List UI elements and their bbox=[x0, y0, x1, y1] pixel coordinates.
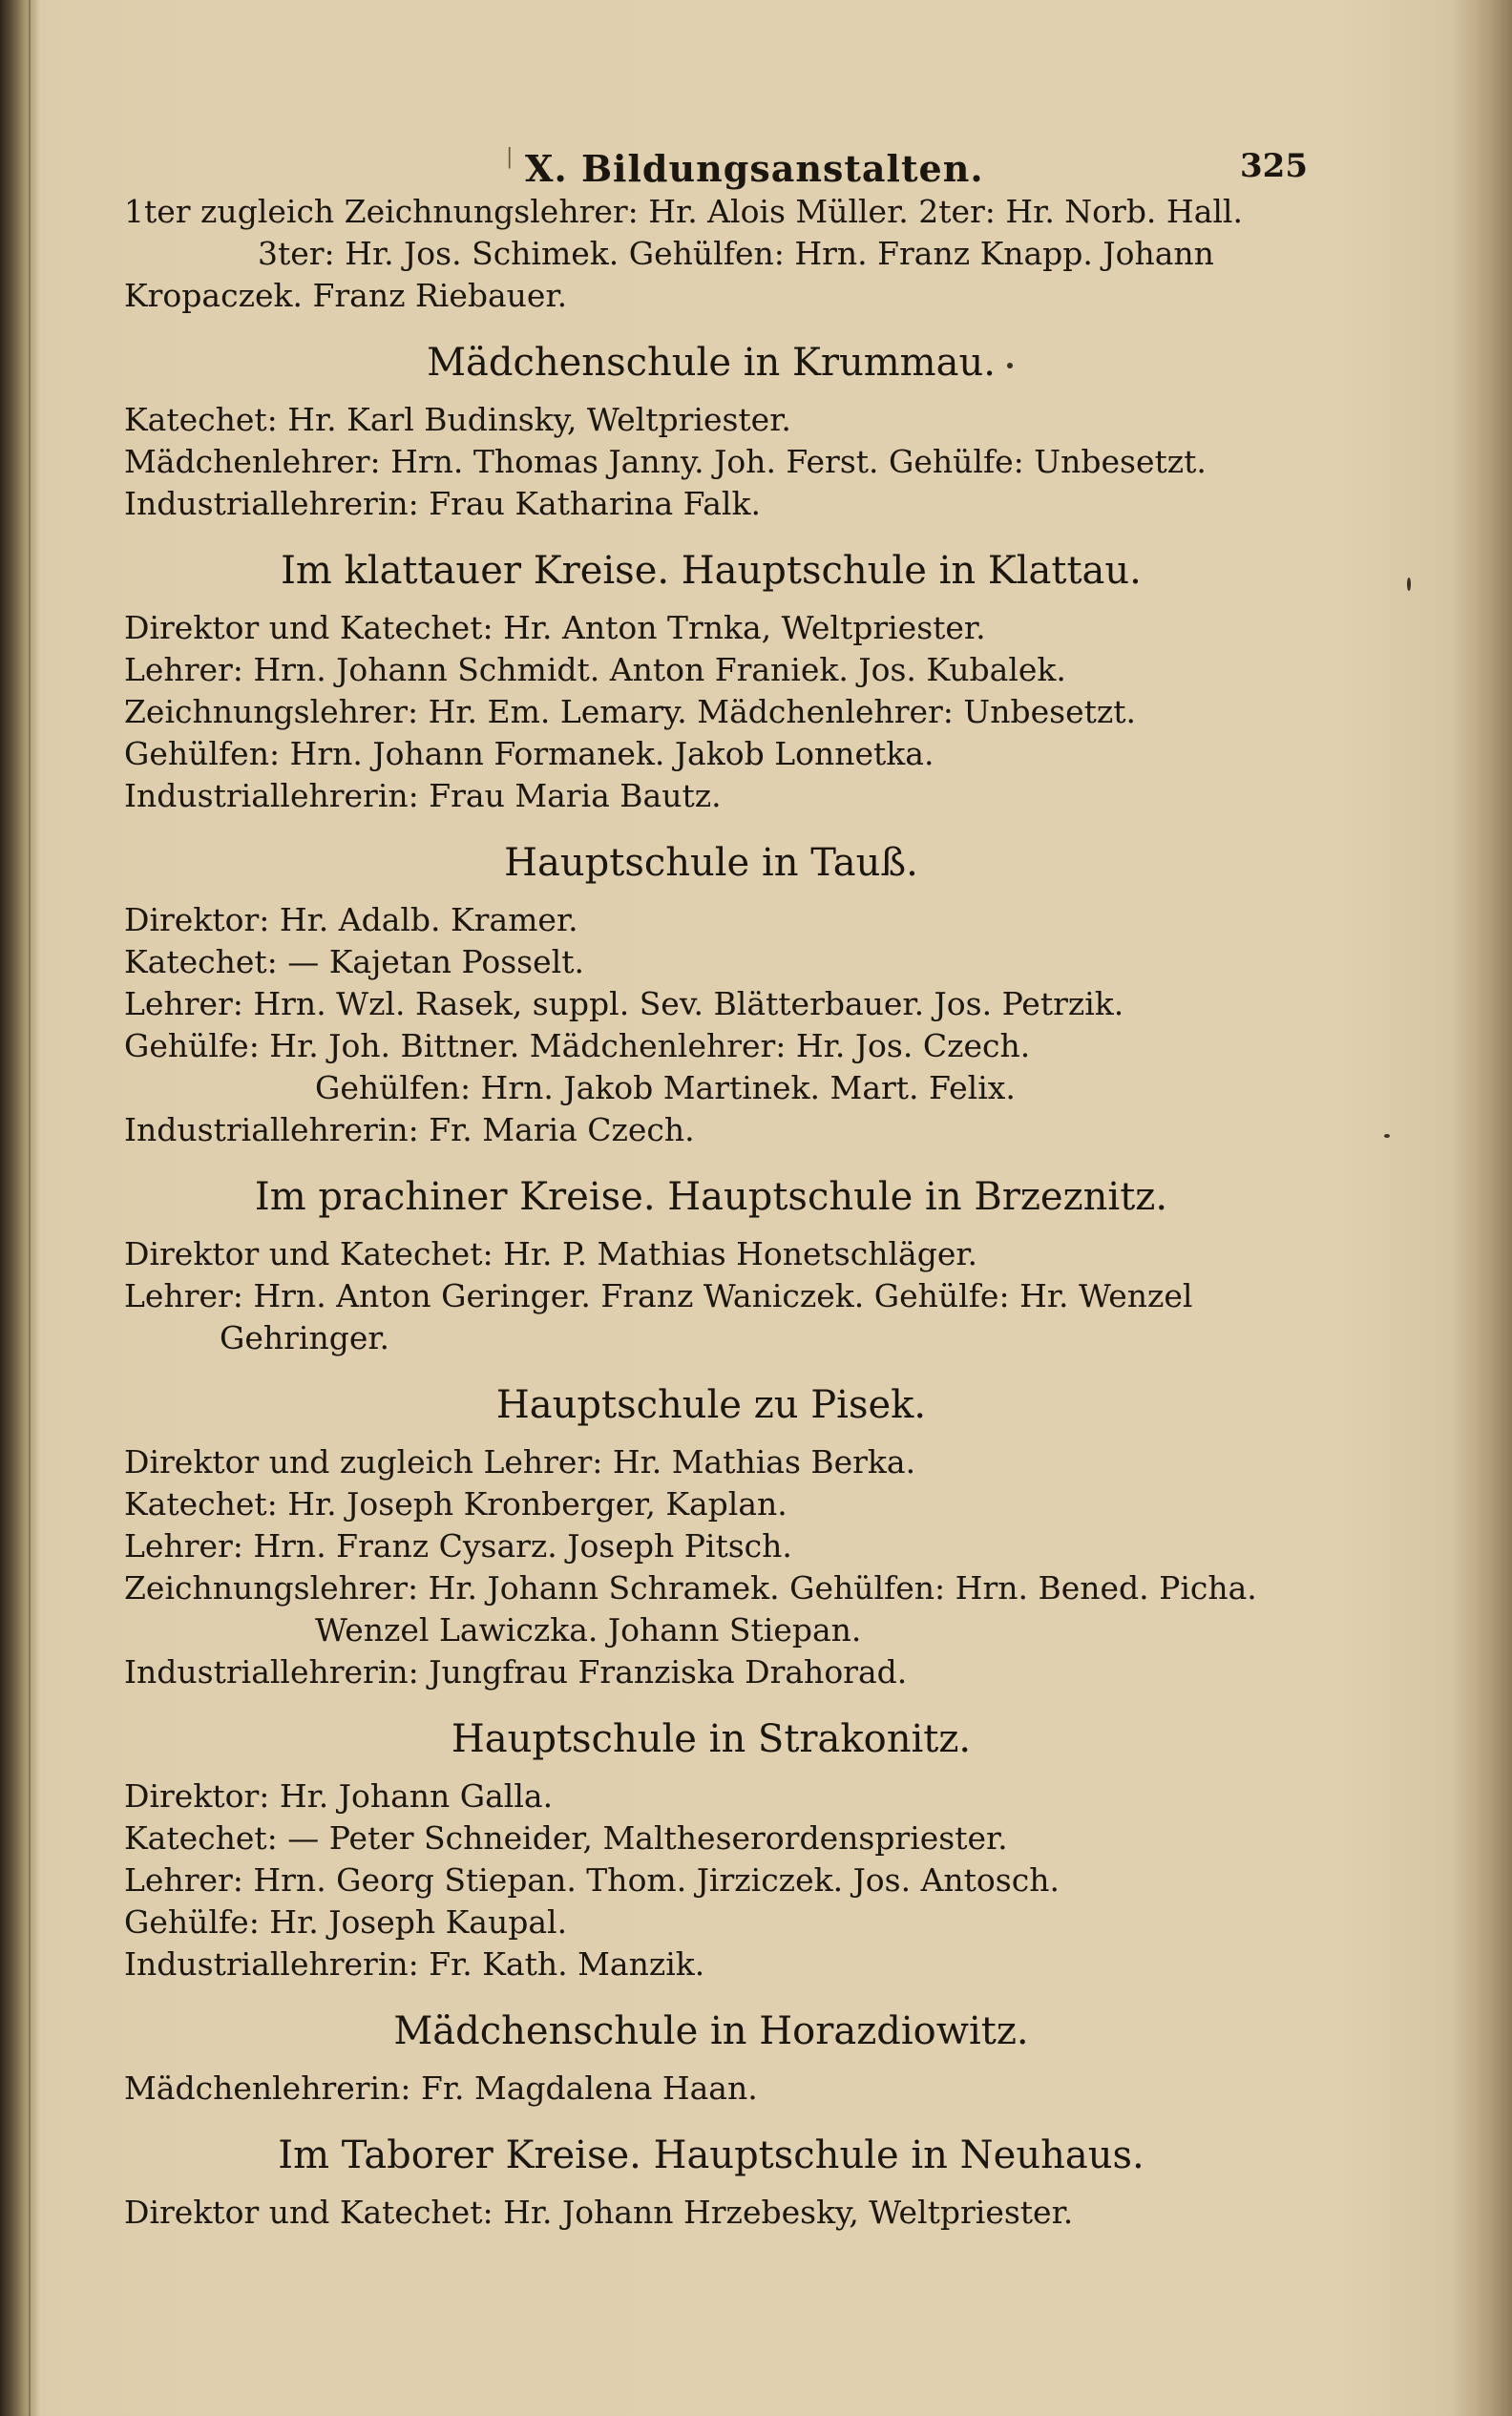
section-heading: Hauptschule in Strakonitz. bbox=[451, 1717, 972, 1761]
text-line: Direktor: Hr. Adalb. Kramer. bbox=[124, 901, 578, 938]
text-line: Mädchenlehrer: Hrn. Thomas Janny. Joh. Ferst. Gehülfe: Unbesetzt. bbox=[124, 443, 1207, 480]
section-heading: Im Taborer Kreise. Hauptschule in Neuhaus. bbox=[278, 2133, 1144, 2177]
gutter-edge bbox=[29, 0, 31, 2416]
text-line: Industriallehrerin: Frau Maria Bautz. bbox=[124, 777, 722, 814]
ink-speck bbox=[1407, 578, 1411, 591]
text-line: Gehülfen: Hrn. Jakob Martinek. Mart. Felix. bbox=[315, 1069, 1016, 1106]
page-number: 325 bbox=[1240, 147, 1308, 185]
page-body bbox=[124, 191, 1298, 2234]
text-line: Direktor und Katechet: Hr. P. Mathias Honetschläger. bbox=[124, 1235, 977, 1272]
section-heading: Mädchenschule in Horazdiowitz. bbox=[393, 2009, 1029, 2053]
section-heading: Mädchenschule in Krummau. bbox=[427, 341, 996, 385]
text-line: Lehrer: Hrn. Wzl. Rasek, suppl. Sev. Blätterbauer. Jos. Petrzik. bbox=[124, 985, 1124, 1022]
document-page bbox=[124, 134, 1308, 2234]
text-line: Direktor: Hr. Johann Galla. bbox=[124, 1777, 554, 1815]
text-line: Industriallehrerin: Fr. Kath. Manzik. bbox=[124, 1945, 705, 1983]
section-heading: Hauptschule in Tauß. bbox=[504, 841, 918, 885]
text-line: Katechet: — Kajetan Posselt. bbox=[124, 943, 584, 980]
text-line: Direktor und Katechet: Hr. Anton Trnka, Weltpriester. bbox=[124, 609, 986, 646]
text-line: Direktor und zugleich Lehrer: Hr. Mathias Berka. bbox=[124, 1443, 916, 1481]
text-line: Kropaczek. Franz Riebauer. bbox=[124, 277, 568, 314]
ink-speck bbox=[1384, 1134, 1390, 1138]
text-line: Mädchenlehrerin: Fr. Magdalena Haan. bbox=[124, 2069, 758, 2107]
text-line: 1ter zugleich Zeichnungslehrer: Hr. Alois Müller. 2ter: Hr. Norb. Hall. bbox=[124, 193, 1243, 230]
text-line: Katechet: Hr. Joseph Kronberger, Kaplan. bbox=[124, 1485, 788, 1523]
text-line: Industriallehrerin: Fr. Maria Czech. bbox=[124, 1111, 695, 1148]
header-title: X. Bildungsanstalten. bbox=[525, 147, 984, 190]
text-line: Katechet: Hr. Karl Budinsky, Weltpriester. bbox=[124, 401, 791, 438]
text-line: Wenzel Lawiczka. Johann Stiepan. bbox=[315, 1611, 862, 1649]
text-line: Gehülfen: Hrn. Johann Formanek. Jakob Lonnetka. bbox=[124, 735, 934, 772]
text-line: Lehrer: Hrn. Johann Schmidt. Anton Franiek. Jos. Kubalek. bbox=[124, 651, 1066, 688]
section-heading: Im prachiner Kreise. Hauptschule in Brzeznitz. bbox=[254, 1175, 1168, 1219]
text-line: Katechet: — Peter Schneider, Maltheserordenspriester. bbox=[124, 1819, 1008, 1857]
text-line: Direktor und Katechet: Hr. Johann Hrzebesky, Weltpriester. bbox=[124, 2194, 1074, 2231]
text-line: Gehülfe: Hr. Joh. Bittner. Mädchenlehrer: Hr. Jos. Czech. bbox=[124, 1027, 1031, 1064]
running-header bbox=[124, 134, 1308, 191]
text-line: Industriallehrerin: Jungfrau Franziska Drahorad. bbox=[124, 1653, 908, 1691]
header-mark: | bbox=[506, 145, 514, 169]
text-line: Lehrer: Hrn. Georg Stiepan. Thom. Jirziczek. Jos. Antosch. bbox=[124, 1861, 1060, 1899]
section-heading: Im klattauer Kreise. Hauptschule in Klattau. bbox=[281, 549, 1142, 593]
text-line: Gehringer. bbox=[220, 1319, 390, 1356]
text-line: Gehülfe: Hr. Joseph Kaupal. bbox=[124, 1903, 568, 1941]
text-line: Zeichnungslehrer: Hr. Johann Schramek. Gehülfen: Hrn. Bened. Picha. bbox=[124, 1569, 1257, 1607]
text-line: Lehrer: Hrn. Franz Cysarz. Joseph Pitsch. bbox=[124, 1527, 792, 1565]
section-heading: Hauptschule zu Pisek. bbox=[495, 1383, 927, 1427]
text-line: Zeichnungslehrer: Hr. Em. Lemary. Mädchenlehrer: Unbesetzt. bbox=[124, 693, 1136, 730]
text-line: Lehrer: Hrn. Anton Geringer. Franz Waniczek. Gehülfe: Hr. Wenzel bbox=[124, 1277, 1193, 1314]
text-line: 3ter: Hr. Jos. Schimek. Gehülfen: Hrn. Franz Knapp. Johann bbox=[258, 235, 1214, 272]
book-gutter bbox=[0, 0, 40, 2416]
text-line: Industriallehrerin: Frau Katharina Falk. bbox=[124, 485, 761, 522]
